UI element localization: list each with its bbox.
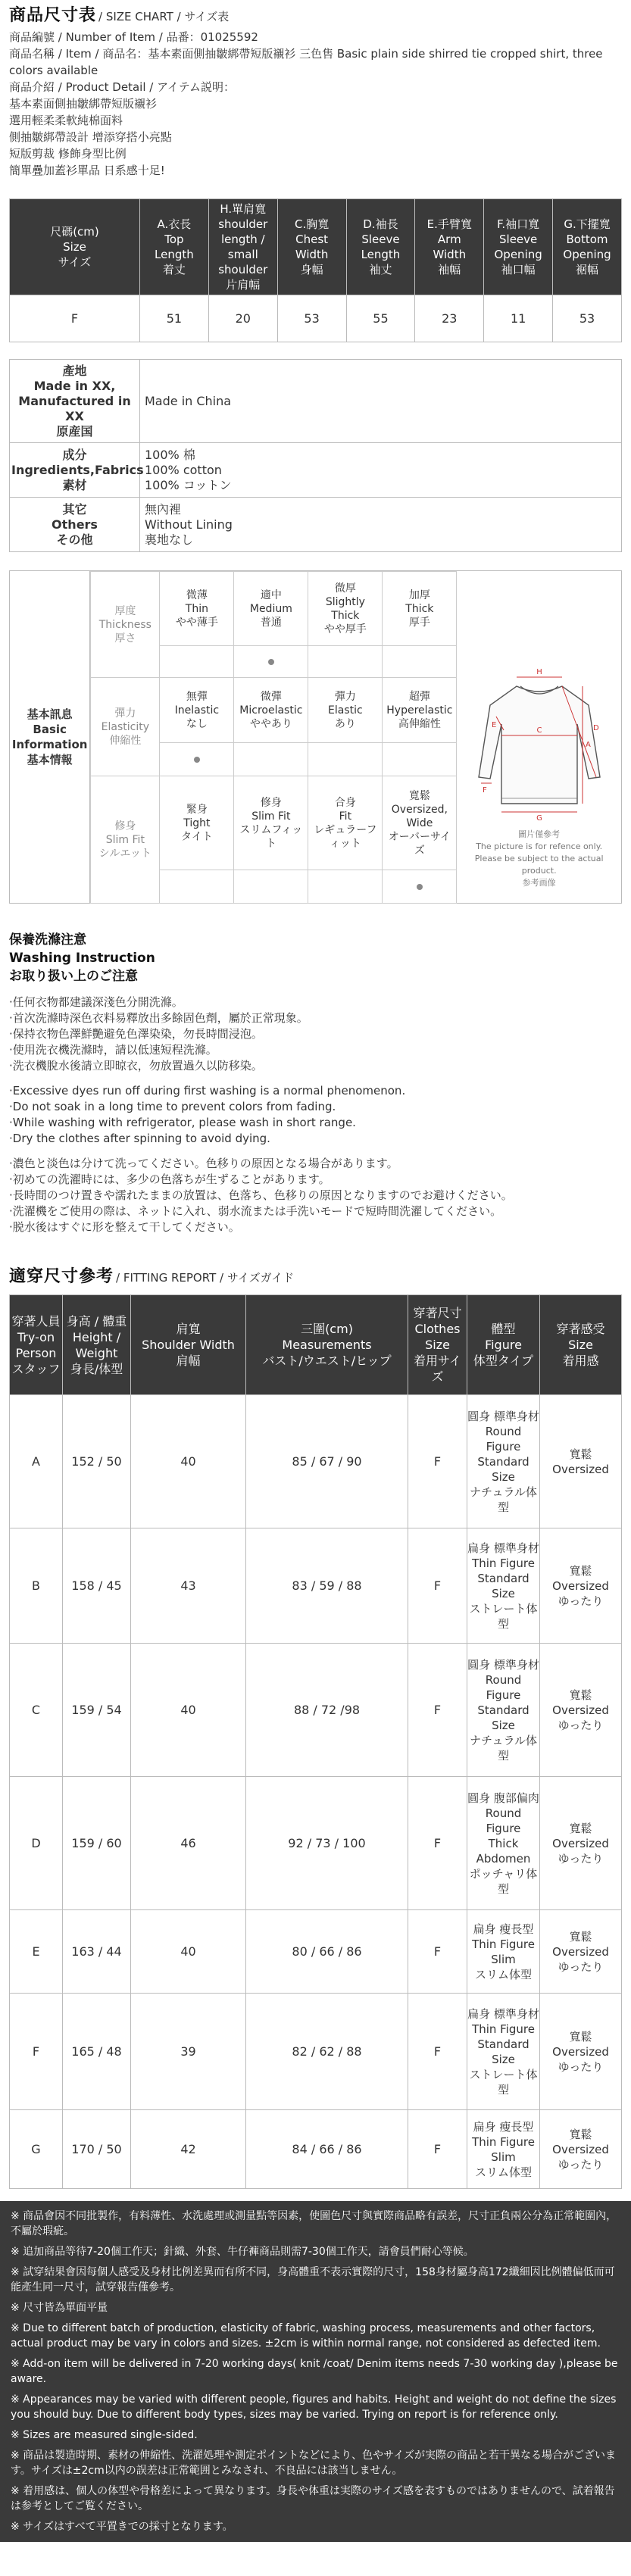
note-en: ※ Appearances may be varied with different people, figures and habits. Height and weight do not define the sizes you should buy. Due to different body types, sizes may be varied. Trying on report is for reference only.	[11, 2393, 617, 2421]
indicator-cell	[308, 743, 383, 776]
fit-cell: F	[408, 2110, 467, 2189]
fitting-subtitle: / FITTING REPORT / サイズガイド	[116, 1271, 295, 1285]
fit-cell: 寬鬆 Oversized ゆったり	[540, 1777, 622, 1910]
fitting-header-cell: 穿著尺寸 Clothes Size 着用サイズ	[408, 1295, 467, 1395]
table-row	[10, 1644, 622, 1777]
size-cell: 20	[208, 295, 277, 342]
size-chart-title: 商品尺寸表	[9, 6, 97, 25]
washing-line-zh: ‧任何衣物都建議深淺色分開洗滌。	[9, 995, 183, 1009]
fit-cell: 84 / 66 / 86	[246, 2110, 408, 2189]
indicator-cell	[383, 646, 457, 678]
note-ja: ※ 商品は製造時期、素材の伸縮性、洗濯処理や測定ポイントなどにより、色やサイズが実際の商品と若干異なる場合がございます。サイズは±2cm以内の誤差は正常範囲とみなされ、不良品には該当しません。	[11, 2450, 617, 2477]
note-en: ※ Sizes are measured single-sided.	[11, 2429, 198, 2441]
size-cell: 23	[415, 295, 484, 342]
elasticity-row	[91, 678, 457, 743]
size-header-cell: 尺碼(cm) Size サイズ	[10, 199, 140, 295]
shirt-diagram-icon	[475, 664, 604, 823]
size-chart-subtitle: / SIZE CHART / サイズ表	[98, 10, 230, 23]
fitting-title: 適穿尺寸參考	[9, 1267, 114, 1286]
selected-dot-icon	[268, 659, 274, 665]
table-row	[10, 295, 622, 342]
fit-cell: 46	[131, 1777, 246, 1910]
elasticity-option: 超彈 Hyperelastic 高伸縮性	[383, 678, 457, 743]
fit-cell: 圓身 腹部偏肉 Round Figure Thick Abdomen ポッチャリ体型	[467, 1777, 540, 1910]
washing-line-en: ‧Excessive dyes run off during first washing is a normal phenomenon.	[9, 1084, 406, 1098]
product-info	[9, 29, 622, 179]
note-ja: ※ 着用感は、個人の体型や骨格差によって異なります。身長や体重は実際のサイズ感を表すものではありませんので、試着報告は参考としてご覧ください。	[11, 2485, 615, 2512]
fit-cell: F	[408, 1644, 467, 1777]
washing-line-zh: ‧洗衣機脫水後請立即晾衣，勿放置過久以防移染。	[9, 1059, 263, 1073]
indicator-cell	[234, 646, 308, 678]
fit-cell: F	[408, 1528, 467, 1644]
thickness-option: 微厚 Slightly Thick やや厚手	[308, 572, 383, 646]
fit-label: 修身 Slim Fit シルエット	[91, 776, 160, 904]
indicator-cell	[160, 743, 234, 776]
fit-cell: 扁身 標準身材 Thin Figure Standard Size ストレート体型	[467, 1528, 540, 1644]
garment-diagram	[457, 571, 621, 903]
washing-line-ja: ‧初めての洗濯時には、多少の色落ちが生ずることがあります。	[9, 1172, 330, 1186]
material-row	[10, 498, 622, 552]
thickness-row	[91, 572, 457, 646]
product-detail-line: 選用輕柔柔軟純棉面料	[9, 114, 123, 127]
diagram-letter: G	[536, 814, 542, 823]
fit-cell: C	[10, 1644, 63, 1777]
fit-cell: 159 / 54	[63, 1644, 131, 1777]
fit-cell: 152 / 50	[63, 1395, 131, 1528]
size-header-cell: C.胸寬 Chest Width 身幅	[277, 199, 346, 295]
fit-cell: 85 / 67 / 90	[246, 1395, 408, 1528]
fitting-table-header	[10, 1295, 622, 1395]
diagram-letter: A	[585, 741, 591, 749]
size-cell: 53	[553, 295, 622, 342]
fit-cell: 寬鬆 Oversized ゆったり	[540, 2110, 622, 2189]
fit-cell: 40	[131, 1910, 246, 1994]
size-cell: F	[10, 295, 140, 342]
fit-cell: 扁身 瘦長型 Thin Figure Slim スリム体型	[467, 2110, 540, 2189]
fit-cell: 83 / 59 / 88	[246, 1528, 408, 1644]
indicator-cell	[160, 870, 234, 904]
material-table	[9, 359, 622, 552]
origin-value: Made in China	[140, 360, 622, 443]
size-header-cell: A.衣長 Top Length 着丈	[140, 199, 209, 295]
note-en: ※ Due to different batch of production, elasticity of fabric, washing process, measurements and other factors, actual product may be vary in colors and sizes. ±2cm is within normal range, not considered as defected item.	[11, 2322, 601, 2350]
fit-cell: 圓身 標準身材 Round Figure Standard Size ナチュラル体型	[467, 1644, 540, 1777]
fitting-header-cell: 體型 Figure 体型タイプ	[467, 1295, 540, 1395]
washing-line-zh: ‧使用洗衣機洗滌時，請以低速短程洗滌。	[9, 1043, 217, 1057]
washing-line-en: ‧While washing with refrigerator, please wash in short range.	[9, 1116, 356, 1129]
fitting-header	[9, 1261, 622, 1290]
fit-cell: 寬鬆 Oversized ゆったり	[540, 1994, 622, 2110]
washing-section	[9, 931, 622, 1235]
size-cell: 51	[140, 295, 209, 342]
fitting-header-cell: 穿著感受 Size 着用感	[540, 1295, 622, 1395]
size-header-cell: D.袖長 Sleeve Length 袖丈	[346, 199, 415, 295]
fit-cell: 扁身 瘦長型 Thin Figure Slim スリム体型	[467, 1910, 540, 1994]
fit-row	[91, 776, 457, 870]
fit-cell: 寬鬆 Oversized ゆったり	[540, 1528, 622, 1644]
diagram-letter: E	[491, 721, 496, 729]
washing-line-ja: ‧脱水後はすぐに形を整えて干してください。	[9, 1220, 240, 1234]
washing-title-ja: お取り扱い上のご注意	[9, 969, 138, 984]
fit-cell: F	[408, 1910, 467, 1994]
fit-cell: 扁身 標準身材 Thin Figure Standard Size ストレート体型	[467, 1994, 540, 2110]
fit-cell: G	[10, 2110, 63, 2189]
basic-info-panel	[9, 570, 622, 904]
fit-cell: 88 / 72 /98	[246, 1644, 408, 1777]
washing-line-en: ‧Dry the clothes after spinning to avoid dying.	[9, 1132, 270, 1145]
table-row	[10, 1777, 622, 1910]
fit-option: 寬鬆 Oversized, Wide オーバーサイズ	[383, 776, 457, 870]
note-ja: ※ サイズはすべて平置きでの採寸となります。	[11, 2521, 233, 2533]
fit-option: 緊身 Tight タイト	[160, 776, 234, 870]
fit-cell: 163 / 44	[63, 1910, 131, 1994]
fit-cell: 42	[131, 2110, 246, 2189]
fit-cell: F	[10, 1994, 63, 2110]
selected-dot-icon	[194, 757, 200, 763]
washing-line-ja: ‧長時間のつけ置きや濡れたままの放置は、色落ち、色移りの原因となりますのでお避けください。	[9, 1188, 513, 1202]
fit-cell: 寬鬆 Oversized ゆったり	[540, 1910, 622, 1994]
material-row	[10, 360, 622, 443]
size-header-cell: E.手臂寬 Arm Width 袖幅	[415, 199, 484, 295]
fit-cell: 80 / 66 / 86	[246, 1910, 408, 1994]
diagram-letter: C	[536, 726, 542, 735]
table-row	[10, 1395, 622, 1528]
fitting-header-cell: 穿著人員 Try-on Person スタッフ	[10, 1295, 63, 1395]
elasticity-label: 彈力 Elasticity 伸縮性	[91, 678, 160, 776]
diagram-letter: F	[482, 786, 487, 795]
product-detail-line: 側抽皺綁帶設計 增添穿搭小亮點	[9, 130, 172, 144]
fit-option: 修身 Slim Fit スリムフィット	[234, 776, 308, 870]
washing-title-en: Washing Instruction	[9, 951, 155, 966]
fit-option: 合身 Fit レギュラーフィット	[308, 776, 383, 870]
fabric-label: 成分 Ingredients,Fabrics 素材	[10, 443, 140, 498]
note-zh: ※ 試穿結果會因每個人感受及身材比例差異而有所不同，身高體重不表示實際的尺寸，158身材屬身高172纖細因比例體偏低而可能產生同一尺寸，試穿報告僅參考。	[11, 2266, 615, 2293]
thickness-option: 適中 Medium 普通	[234, 572, 308, 646]
size-header-cell: H.單肩寬 shoulder length / small shoulder 片肩幅	[208, 199, 277, 295]
indicator-cell	[383, 870, 457, 904]
basic-info-label: 基本訊息 Basic Information 基本情報	[10, 571, 90, 903]
product-detail-label: 商品介紹 / Product Detail / アイテム説明：	[9, 80, 235, 94]
selected-dot-icon	[417, 884, 423, 890]
table-row	[10, 1910, 622, 1994]
washing-line-ja: ‧濃色と淡色は分けて洗ってください。色移りの原因となる場合があります。	[9, 1157, 398, 1170]
fit-cell: 159 / 60	[63, 1777, 131, 1910]
fit-cell: 43	[131, 1528, 246, 1644]
thickness-option: 加厚 Thick 厚手	[383, 572, 457, 646]
table-row	[10, 1994, 622, 2110]
fit-cell: D	[10, 1777, 63, 1910]
fit-cell: 82 / 62 / 88	[246, 1994, 408, 2110]
size-table-header	[10, 199, 622, 295]
indicator-cell	[308, 870, 383, 904]
size-header-cell: F.袖口寬 Sleeve Opening 袖口幅	[484, 199, 553, 295]
fit-cell: F	[408, 1777, 467, 1910]
fit-cell: 40	[131, 1644, 246, 1777]
product-detail-line: 基本素面側抽皺綁帶短版襯衫	[9, 97, 158, 111]
diagram-letter: H	[536, 668, 542, 676]
size-header-cell: G.下擺寬 Bottom Opening 裾幅	[553, 199, 622, 295]
fitting-header-cell: 肩寬 Shoulder Width 肩幅	[131, 1295, 246, 1395]
table-row	[10, 2110, 622, 2189]
fit-cell: F	[408, 1994, 467, 2110]
fit-cell: F	[408, 1395, 467, 1528]
washing-line-ja: ‧洗濯機をご使用の際は、ネットに入れ、弱水流または手洗いモードで短時間洗濯してください。	[9, 1204, 502, 1218]
fit-cell: 寬鬆 Oversized ゆったり	[540, 1644, 622, 1777]
fit-cell: 170 / 50	[63, 2110, 131, 2189]
fit-cell: 40	[131, 1395, 246, 1528]
washing-line-zh: ‧首次洗滌時深色衣料易釋放出多餘固色劑，屬於正常現象。	[9, 1011, 308, 1025]
indicator-cell	[234, 870, 308, 904]
thickness-option: 微薄 Thin やや薄手	[160, 572, 234, 646]
fit-cell: E	[10, 1910, 63, 1994]
item-name: 商品名稱 / Item / 商品名：基本素面側抽皺綁帶短版襯衫 三色售 Basic plain side shirred tie cropped shirt, three colors available	[9, 47, 603, 77]
indicator-cell	[308, 646, 383, 678]
size-cell: 11	[484, 295, 553, 342]
fit-cell: 寬鬆 Oversized	[540, 1395, 622, 1528]
origin-label: 產地 Made in XX, Manufactured in XX 原産国	[10, 360, 140, 443]
note-zh: ※ 商品會因不同批製作，有料薄性、水洗處理或測量點等因素，使圖色尺寸與實際商品略有誤差，尺寸正負兩公分為正常範圍內，不屬於瑕疵。	[11, 2210, 617, 2237]
notes-panel	[0, 2201, 631, 2542]
others-value: 無內裡 Without Lining 裏地なし	[140, 498, 622, 552]
others-label: 其它 Others その他	[10, 498, 140, 552]
washing-title-zh: 保養洗滌注意	[9, 932, 86, 948]
washing-line-en: ‧Do not soak in a long time to prevent colors from fading.	[9, 1100, 336, 1113]
product-detail-line: 簡單疊加蓋衫單品 日系感十足!	[9, 164, 165, 177]
note-zh: ※ 追加商品等待7-20個工作天；針織、外套、牛仔褲商品則需7-30個工作天，請會員們耐心等候。	[11, 2246, 474, 2258]
note-zh: ※ 尺寸皆為單面平量	[11, 2302, 108, 2314]
fit-cell: 92 / 73 / 100	[246, 1777, 408, 1910]
elasticity-option: 彈力 Elastic あり	[308, 678, 383, 743]
product-detail-line: 短版剪裁 修飾身型比例	[9, 147, 127, 161]
fit-cell: 158 / 45	[63, 1528, 131, 1644]
note-en: ※ Add-on item will be delivered in 7-20 working days( knit /coat/ Denim items needs 7-30 working day ),please be aware.	[11, 2358, 618, 2385]
size-cell: 55	[346, 295, 415, 342]
fit-cell: 圓身 標準身材 Round Figure Standard Size ナチュラル体型	[467, 1395, 540, 1528]
elasticity-option: 無彈 Inelastic なし	[160, 678, 234, 743]
indicator-cell	[160, 646, 234, 678]
item-number: 商品編號 / Number of Item / 品番：01025592	[9, 30, 258, 44]
diagram-letter: D	[592, 724, 599, 732]
thickness-label: 厚度 Thickness 厚さ	[91, 572, 160, 678]
elasticity-option: 微彈 Microelastic ややあり	[234, 678, 308, 743]
size-chart-header	[9, 0, 622, 29]
basic-info-table	[90, 571, 457, 904]
material-row	[10, 443, 622, 498]
fit-cell: 39	[131, 1994, 246, 2110]
size-table	[9, 198, 622, 342]
washing-line-zh: ‧保持衣物色澤鮮艷避免色澤染染，勿長時間浸泡。	[9, 1027, 263, 1041]
fitting-table	[9, 1294, 622, 2189]
fit-cell: 165 / 48	[63, 1994, 131, 2110]
indicator-cell	[234, 743, 308, 776]
fitting-header-cell: 三圍(cm) Measurements バスト/ウエスト/ヒップ	[246, 1295, 408, 1395]
diagram-caption: 圖片僅參考 The picture is for refence only. Please be subject to the actual product. 参考画像	[474, 829, 604, 888]
indicator-cell	[383, 743, 457, 776]
fitting-header-cell: 身高 / 體重 Height / Weight 身長/体型	[63, 1295, 131, 1395]
table-row	[10, 1528, 622, 1644]
fit-cell: B	[10, 1528, 63, 1644]
fit-cell: A	[10, 1395, 63, 1528]
size-cell: 53	[277, 295, 346, 342]
fabric-value: 100% 棉 100% cotton 100% コットン	[140, 443, 622, 498]
